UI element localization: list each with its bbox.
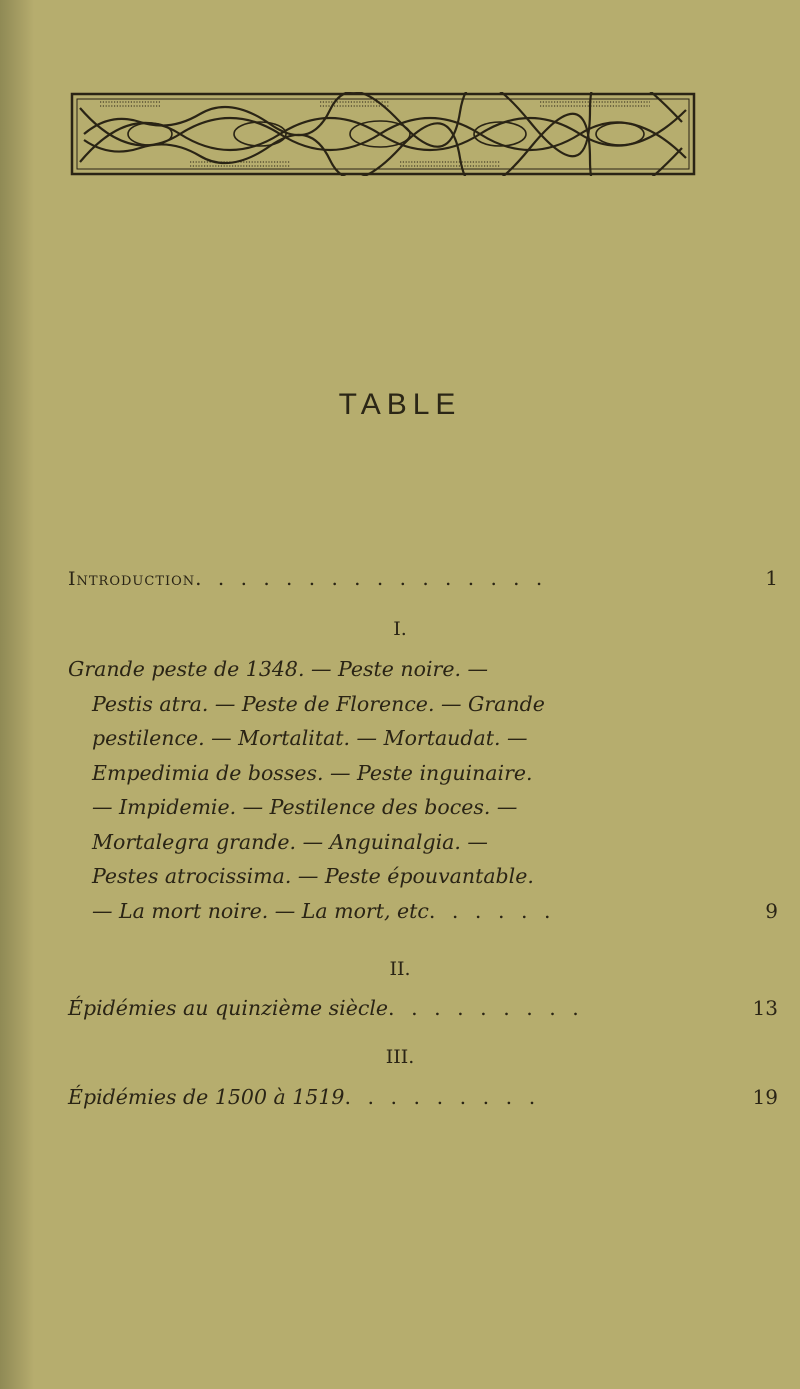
toc-page-number: 1 [765,566,778,590]
celtic-knot-ornament-icon [70,92,696,176]
toc-leader-dots: . . . . . . . . . [344,1085,541,1109]
section-numeral: III. [385,1046,415,1068]
section-numeral: I. [393,618,407,640]
entry-line-text: Épidémies au quinzième siècle [68,996,389,1020]
entry-line-text: — La mort noire. — La mort, etc [92,898,429,923]
section-entry [68,652,668,928]
entry-line: Empedimia de bosses. — Peste inguinaire. [92,760,533,785]
section-numeral: II. [389,958,411,980]
entry-line: Pestes atrocissima. — Peste épouvantable. [92,864,534,888]
section-entry [68,991,768,1026]
entry-line: — Impidemie. — Pestilence des boces. — [92,795,518,819]
entry-line-text: Épidémies de 1500 à 1519 [68,1085,345,1109]
toc-page-number: 9 [765,899,778,923]
toc-leader-dots: . . . . . . . . . . . . . . . . [195,566,548,590]
entry-line [68,1080,768,1115]
entry-line: Grande peste de 1348. — Peste noire. — [68,657,488,681]
toc-entry-label: Introduction [68,568,196,590]
entry-line [68,894,668,929]
page-binding-shadow [0,0,34,1389]
entry-line: pestilence. — Mortalitat. — Mortaudat. — [92,726,528,750]
toc-leader-dots: . . . . . . [428,898,556,923]
toc-entry-introduction [68,561,778,596]
toc-leader-dots: . . . . . . . . . [388,996,584,1020]
page-title: TABLE [338,388,462,421]
toc-page-number: 13 [752,996,778,1020]
entry-line: Pestis atra. — Peste de Florence. — Grande [92,691,545,716]
entry-line [68,991,768,1026]
toc-page-number: 19 [752,1085,778,1109]
entry-line: Mortalegra grande. — Anguinalgia. — [92,829,488,854]
section-entry [68,1080,768,1115]
